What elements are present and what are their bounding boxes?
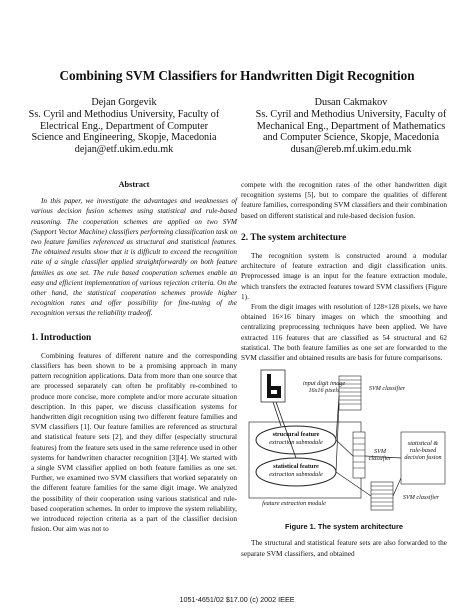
author-block-2: [251, 97, 451, 156]
fusion-label: statistical & rule-based decision fusion: [404, 440, 442, 462]
system-architecture-figure: [241, 368, 447, 518]
section-heading-architecture: 2. The system architecture: [241, 232, 347, 243]
affiliation-line: Electrical Eng., Department of Computer: [39, 120, 209, 132]
affiliation-line: and Computer Science, Skopje, Macedonia: [263, 132, 439, 144]
arrow-structural-to-mid: [336, 440, 353, 456]
right-column: [241, 180, 447, 559]
statistical-sub-label: extraction submodule: [269, 471, 323, 479]
abstract-text: In this paper, we investigate the advantages and weaknesses of various decision fusion schemes using statistical and rule-based reasoning. The cooperation schemes are applied on two SVM (Support Vector Machine) classifiers performing classification task on two feature families referenced as structural and statistical features. The obtained results show that it is difficult to exceed the recognition rate of a single classifier applied straightforwardly on both feature families as one set. The rule based cooperation schemes enable an easy and efficient implementation of various rejection criteria. On the other hand, the statistical cooperation schemes provide higher recognition rates and offer possibility for fine-tuning of the recognition versus the reliability tradeoff.: [31, 196, 237, 318]
architecture-paragraph-3: The structural and statistical feature sets are also forwarded to the separate SVM classifiers, and obtained: [241, 538, 447, 558]
statistical-label: statistical feature: [273, 463, 319, 471]
affiliation-line: Mechanical Eng., Department of Mathematics: [256, 120, 446, 132]
introduction-text: Combining features of different nature and the corresponding classifiers has been shown to be a promising approach in many pattern recognition applications. Data from more than one source that are processed separately can often be profitably re-combined to produce more concise, more complete and/or more accurate situation description. In this paper, we discuss classification systems for handwritten digit recognition using two different feature families and SVM classifiers [1]. Our feature families are referenced as structural and statistical feature sets [2], and they differ (especially structural features) from the feature sets used in the same reference used in other systems for handwritten character recognition [3][4]. We started with a single SVM classifier applied on both feature families as one set. Further, we examined two SVM classifiers that worked separately on the different feature families for the same digit image. We analyzed the possibility of their cooperation using various statistical and rule-based cooperation schemes. In order to improve the system reliability, we introduced rejection criteria as a part of the classifier decision fusion. Our aim was not to: [31, 350, 237, 534]
structural-sub-label: extraction submodule: [269, 439, 323, 447]
affiliation-line: Ss. Cyril and Methodius University, Faculty of: [28, 108, 220, 120]
input-image-label: input digit image 16x16 pixels: [302, 380, 346, 395]
svm-mid-label: SVM classifier: [368, 448, 392, 463]
author-name: Dejan Gorgevik: [91, 97, 157, 108]
svm-top-label: SVM classifier: [368, 385, 406, 393]
paper-title: Combining SVM Classifiers for Handwritten Digit Recognition: [59, 68, 415, 83]
affiliation-line: Ss. Cyril and Methodius University, Faculty of: [255, 108, 447, 120]
svm-classifier-bottom-bars: [371, 482, 393, 510]
author-email: dejan@etf.ukim.edu.mk: [74, 144, 174, 156]
continuation-text: compete with the recognition rates of the other handwritten digit recognition systems [5], but to compare the qualities of different feature families, corresponding SVM classifiers and their combination based on different statistical and rule-based decision fusion.: [241, 180, 447, 220]
author-email: dusan@ereb.mf.ukim.edu.mk: [290, 144, 412, 156]
author-name: Dusan Cakmakov: [314, 97, 388, 108]
section-heading-introduction: 1. Introduction: [31, 332, 92, 343]
structural-label: structural feature: [272, 431, 320, 439]
author-block-1: [24, 97, 224, 156]
figure-caption: Figure 1. The system architecture: [285, 522, 403, 532]
left-column: [31, 180, 237, 535]
svm-classifier-mid-bars: [353, 432, 365, 478]
architecture-paragraph-2: From the digit images with resolution of 128×128 pixels, we have obtained 16×16 binary images on which the smoothing and centralizing preprocessing techniques have been applied. We have extracted 116 features that are classified as 54 structural and 62 statistical. The both feature families as one set are forwarded to the SVM classifier and obtained results are basis for future comparisons.: [241, 302, 447, 363]
footer-copyright: 1051-4651/02 $17.00 (c) 2002 IEEE: [179, 595, 295, 604]
affiliation-line: Science and Engineering, Skopje, Macedonia: [31, 132, 217, 144]
module-label: feature extraction module: [262, 500, 326, 508]
architecture-paragraph-1: The recognition system is constructed around a modular architecture of feature extraction and digit classification units. Preprocessed image is an input for the feature extraction module, which transfers the extracted features toward SVM classifiers (Figure 1).: [241, 251, 447, 301]
svm-bottom-label: SVM classifier: [402, 494, 440, 502]
abstract-heading: Abstract: [118, 180, 150, 189]
